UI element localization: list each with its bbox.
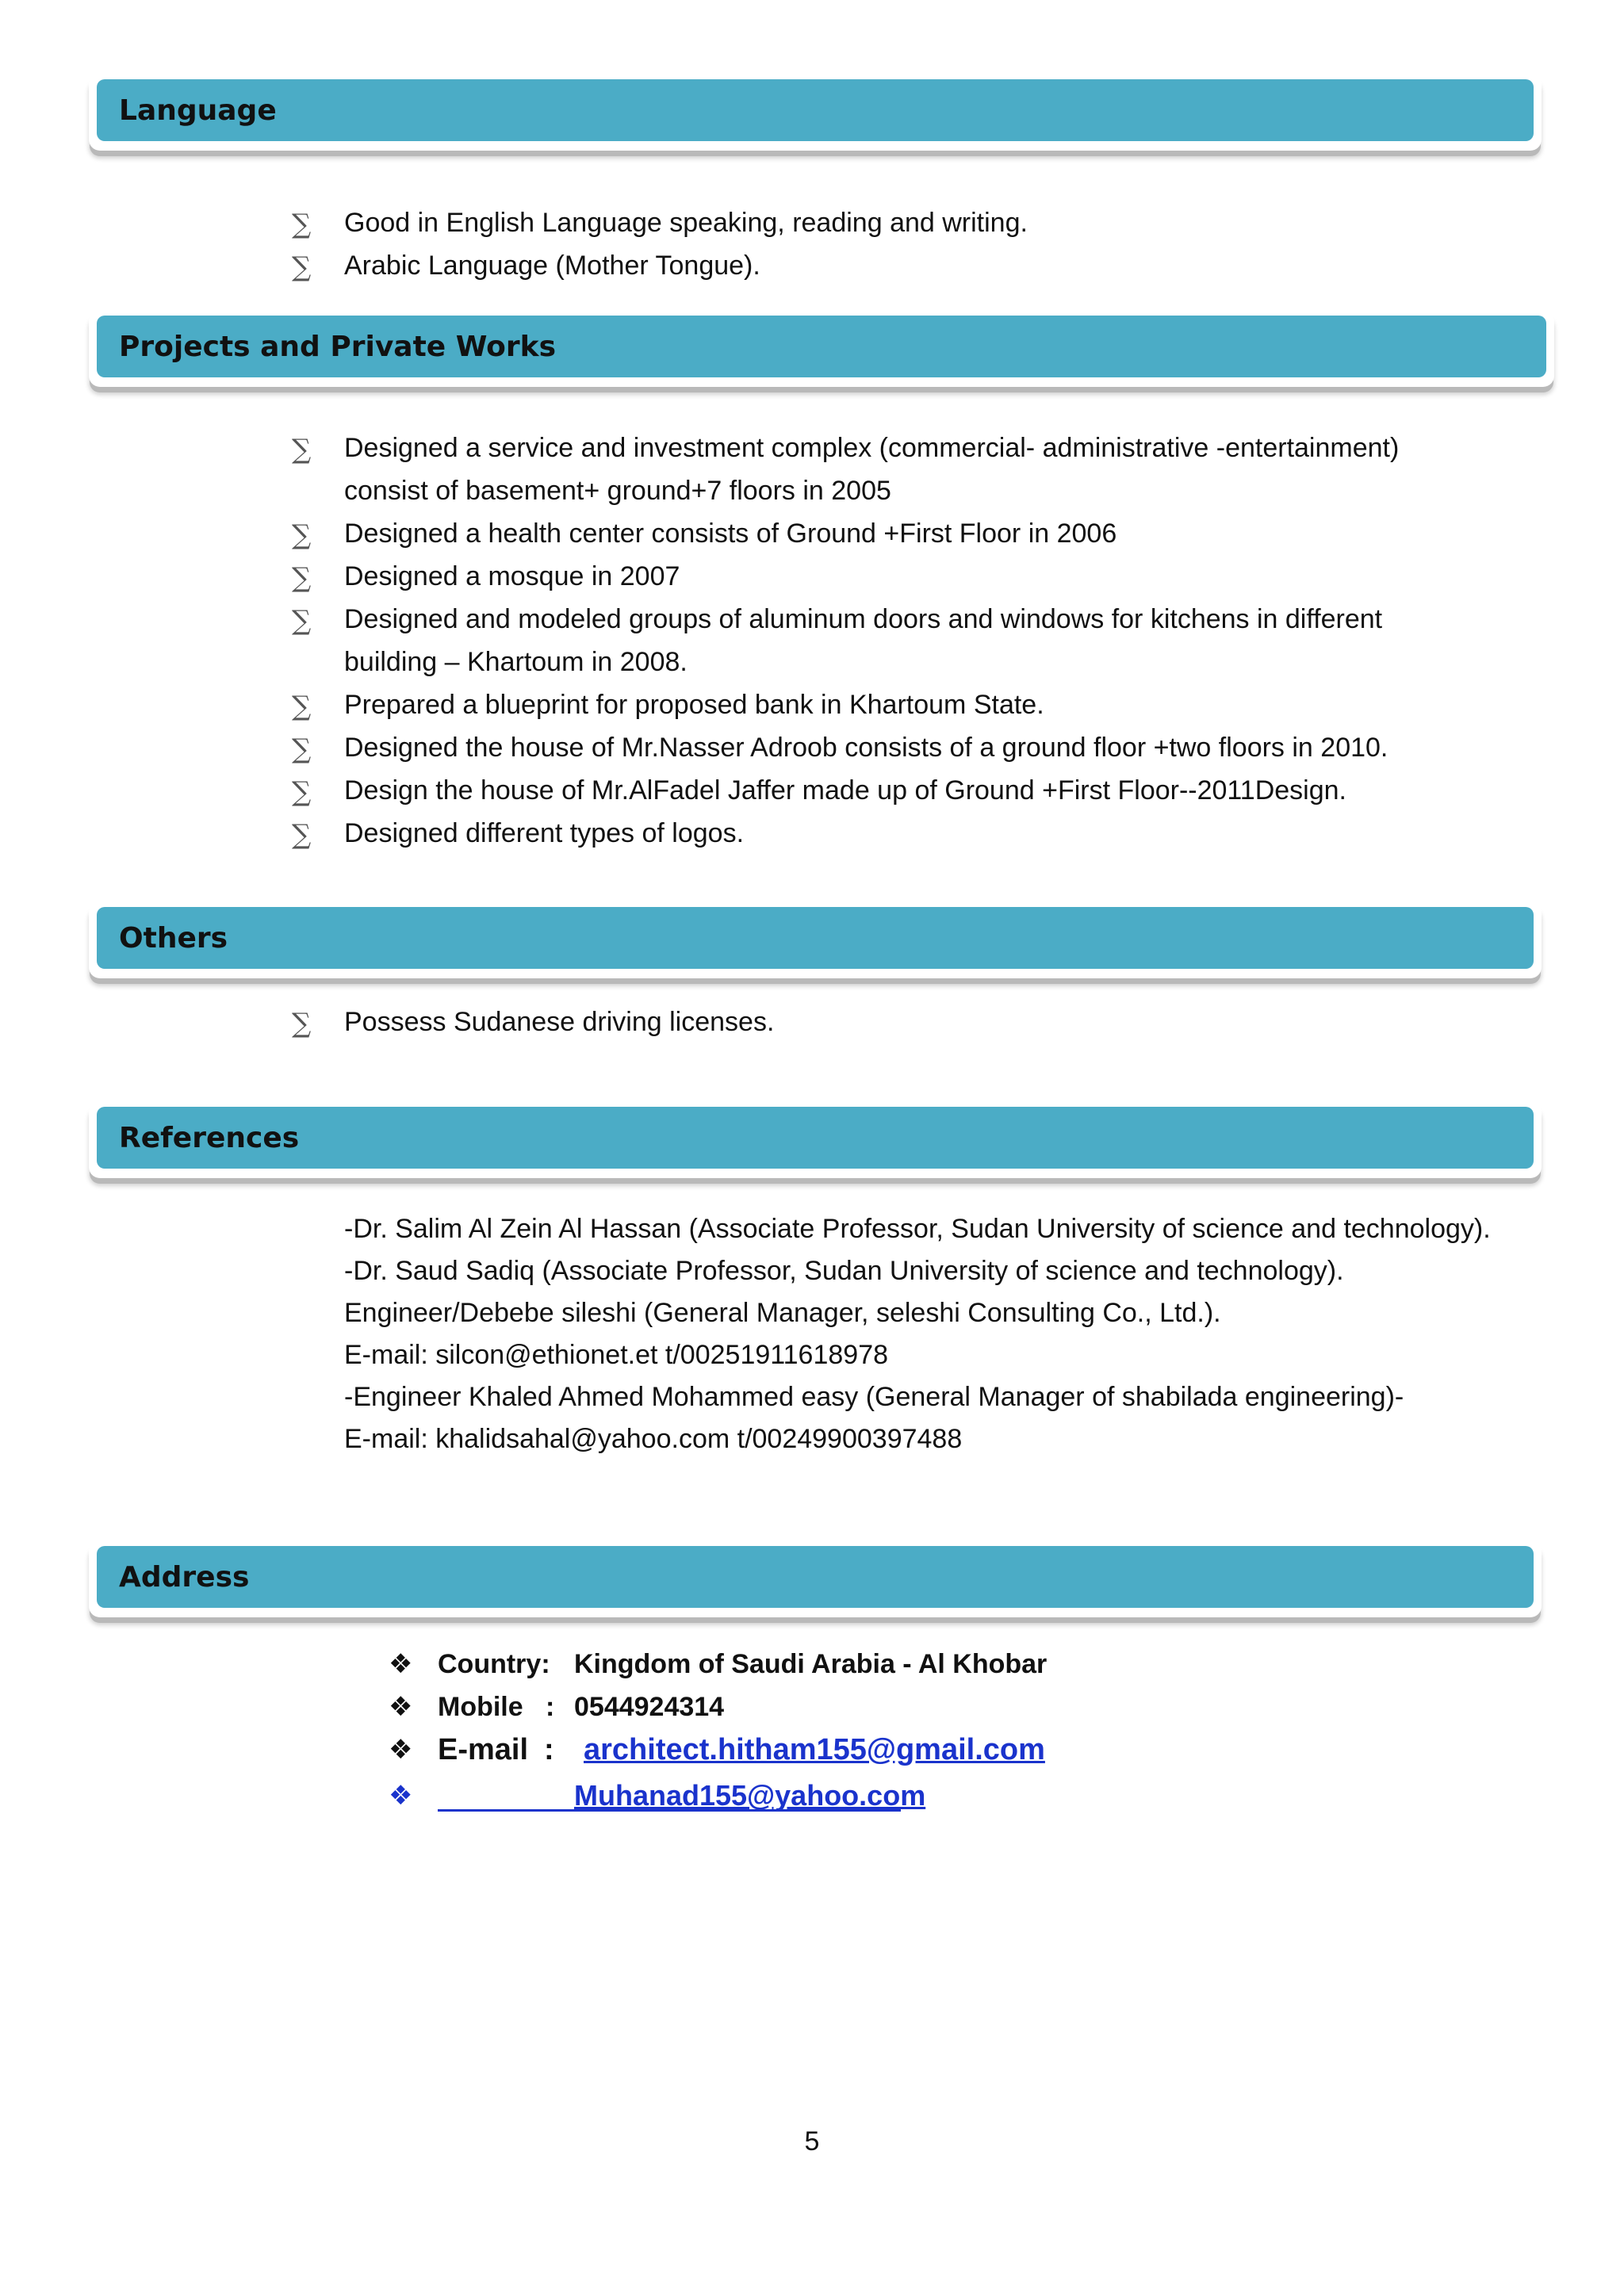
reference-line: E-mail: khalidsahal@yahoo.com t/00249900397488 (344, 1424, 963, 1454)
list-item: ∑ Arabic Language (Mother Tongue). (292, 244, 1529, 287)
others-list (292, 1001, 1529, 1043)
email-label: E-mail (438, 1733, 529, 1766)
email-secondary-link[interactable] (438, 1774, 926, 1812)
bullet-icon: ∑ (292, 209, 312, 240)
reference-line: Engineer/Debebe sileshi (General Manager, seleshi Consulting Co., Ltd.). (344, 1298, 1221, 1328)
section-header-address (89, 1540, 1542, 1617)
section-title: Language (119, 94, 277, 127)
section-title: Others (119, 921, 228, 955)
reference-line: -Engineer Khaled Ahmed Mohammed easy (General Manager of shabilada engineering)- (344, 1382, 1404, 1412)
bullet-icon: ∑ (292, 562, 312, 594)
list-item: ∑ Designed different types of logos. (292, 812, 1481, 855)
country-label: Country: (438, 1649, 550, 1679)
diamond-bullet-icon: ❖ (389, 1692, 413, 1722)
section-header-language (89, 73, 1542, 151)
references-list (344, 1208, 1534, 1460)
section-header-references (89, 1100, 1542, 1178)
bullet-icon: ∑ (292, 733, 312, 765)
bullet-icon: ∑ (292, 251, 312, 283)
mobile-value: 0544924314 (574, 1692, 725, 1722)
section-bar (97, 316, 1546, 377)
list-item: ∑ Designed a mosque in 2007 (292, 555, 1481, 598)
section-title: References (119, 1121, 300, 1154)
section-bar (97, 1107, 1534, 1169)
bullet-icon: ∑ (292, 1008, 312, 1039)
reference-line: -Dr. Salim Al Zein Al Hassan (Associate Professor, Sudan University of science and technology). (344, 1214, 1491, 1244)
language-list (292, 201, 1529, 287)
section-title: Address (119, 1560, 250, 1594)
diamond-bullet-icon: ❖ (389, 1649, 413, 1679)
reference-line: E-mail: silcon@ethionet.et t/00251911618978 (344, 1340, 889, 1370)
section-bar (97, 1546, 1534, 1608)
section-header-projects (89, 309, 1554, 387)
bullet-icon: ∑ (292, 691, 312, 722)
list-item: ∑ Design the house of Mr.AlFadel Jaffer made up of Ground +First Floor--2011Design. (292, 769, 1481, 812)
email-colon: : (544, 1733, 554, 1766)
section-bar (97, 907, 1534, 969)
bullet-icon: ∑ (292, 605, 312, 637)
address-block (389, 1643, 1499, 1817)
address-email (389, 1728, 1499, 1774)
reference-line: -Dr. Saud Sadiq (Associate Professor, Sudan University of science and technology). (344, 1256, 1344, 1286)
list-item: ∑ Designed and modeled groups of aluminum doors and windows for kitchens in different building – Khartoum in 2008. (292, 598, 1481, 683)
list-item: ∑ Designed a health center consists of Ground +First Floor in 2006 (292, 512, 1481, 555)
page-number: 5 (804, 2126, 820, 2156)
projects-list (292, 427, 1481, 855)
mobile-colon: : (546, 1692, 555, 1722)
diamond-bullet-icon: ❖ (389, 1781, 413, 1811)
section-title: Projects and Private Works (119, 330, 557, 363)
list-item: ∑ Possess Sudanese driving licenses. (292, 1001, 1529, 1043)
list-item: ∑ Designed a service and investment complex (commercial- administrative -entertainment) consist of basement+ ground+7 floors in 2005 (292, 427, 1481, 512)
address-email-secondary (389, 1774, 1499, 1817)
address-mobile (389, 1686, 1499, 1728)
bullet-icon: ∑ (292, 434, 312, 465)
email-secondary-text: Muhanad155@yahoo.com (574, 1779, 926, 1812)
list-item: ∑ Designed the house of Mr.Nasser Adroob consists of a ground floor +two floors in 2010. (292, 726, 1481, 769)
diamond-bullet-icon: ❖ (389, 1735, 413, 1765)
bullet-icon: ∑ (292, 519, 312, 551)
mobile-label: Mobile (438, 1692, 523, 1722)
bullet-icon: ∑ (292, 819, 312, 851)
bullet-icon: ∑ (292, 776, 312, 808)
email-link[interactable]: architect.hitham155@gmail.com (584, 1733, 1045, 1766)
list-item: ∑ Prepared a blueprint for proposed bank in Khartoum State. (292, 683, 1481, 726)
list-item: ∑ Good in English Language speaking, reading and writing. (292, 201, 1529, 244)
address-country (389, 1643, 1499, 1686)
country-value: Kingdom of Saudi Arabia - Al Khobar (574, 1649, 1048, 1679)
section-header-others (89, 901, 1542, 978)
section-bar (97, 79, 1534, 141)
